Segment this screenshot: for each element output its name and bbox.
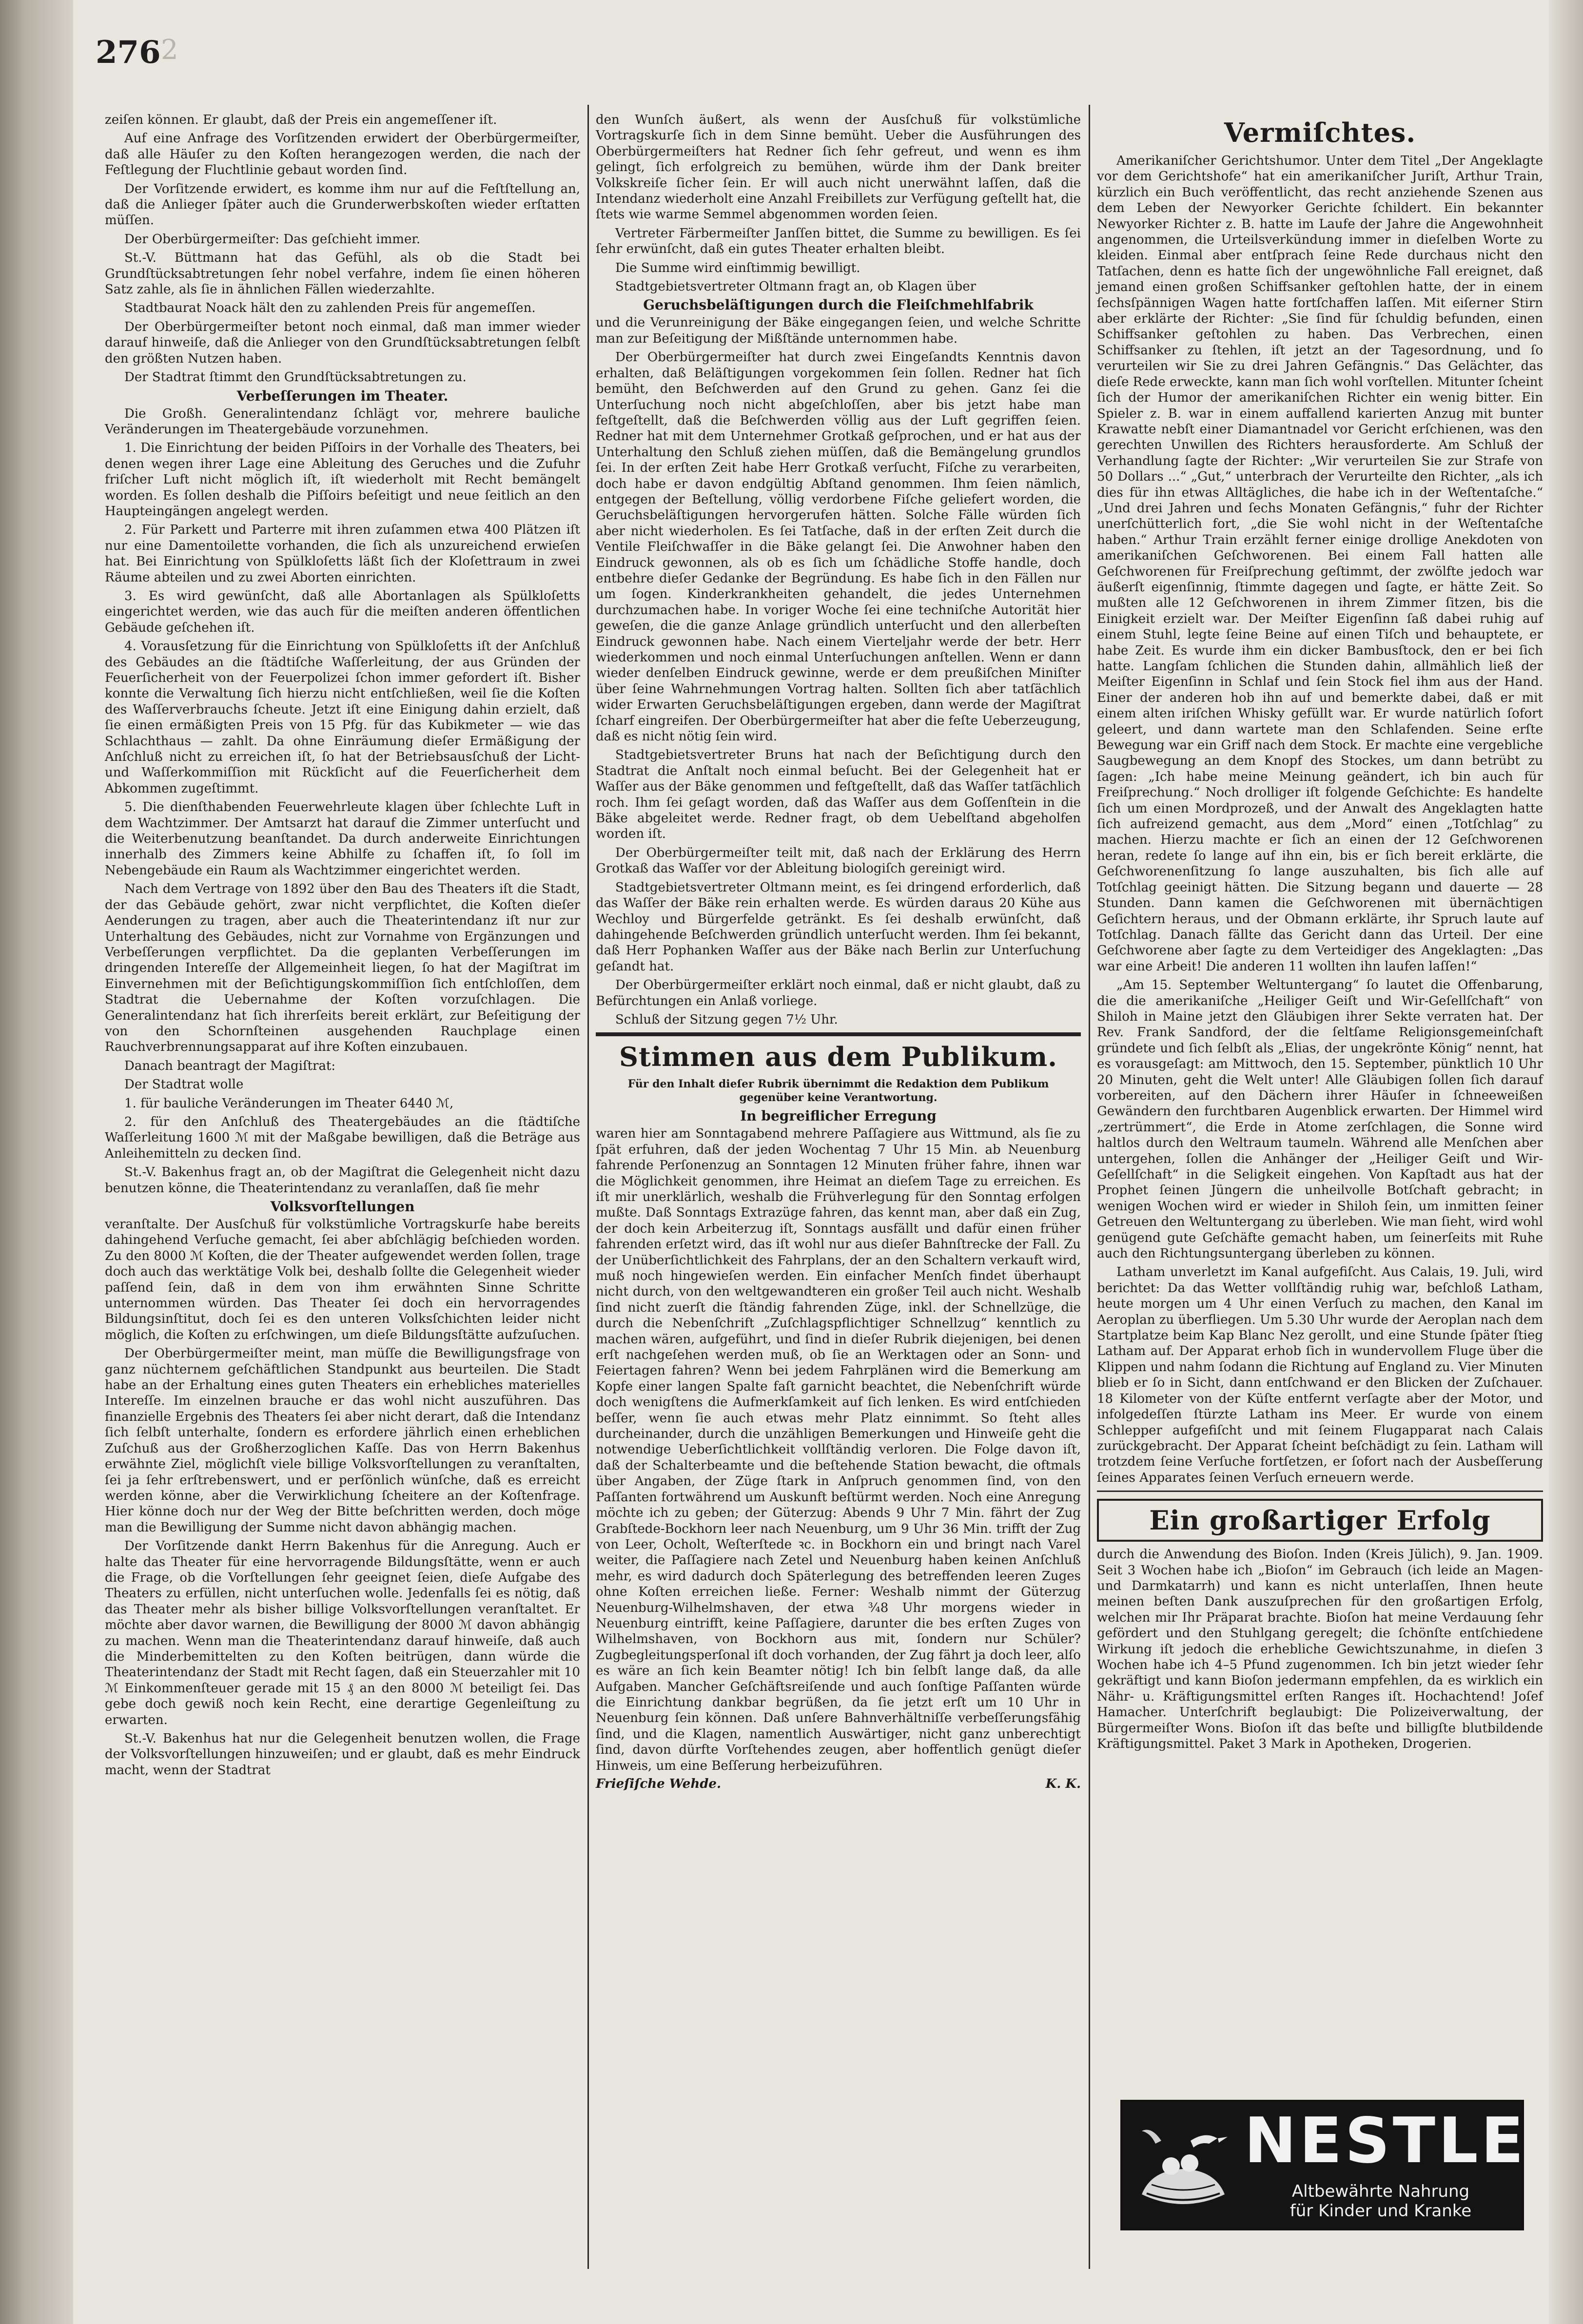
paragraph: waren hier am Sonntagabend mehrere Paſſagiere aus Wittmund, als ſie zu ſpät erfuhren, daß der jeden Wochentag 7 Uhr 15 Min. ab Neuenburg fahrende Perſonenzug an Sonntagen 12 Minuten früher fahre, ihnen war die Möglichkeit genommen, ihre Heimat an dieſem Tage zu erreichen. Es iſt mir unerklärlich, weshalb die Frühverlegung für den Sonntag erfolgen mußte. Daß Sonntags Extrazüge fahren, das kennt man, aber daß ein Zug, der doch kein Arbeiterzug iſt, Sonntags ausfällt und dafür einen früher fahrenden erſetzt wird, das iſt wohl nur aus dieſer Bahnſtrecke der Fall. Zu der Unüberſichtlichkeit des Fahrplans, der an den Schaltern verkauft wird, muß noch hingewieſen werden. Ein einfacher Menſch findet überhaupt nicht durch, von den weltgewandteren ein großer Teil auch nicht. Weshalb ſind nicht zuerſt die ſtändig fahrenden Züge, inkl. der Schnellzüge, die durch die Nebenſchrift „Zuſchlagspflichtiger Schnellzug“ kenntlich zu machen wären, aufgeführt, und ſind in dieſer Rubrik diejenigen, bei denen erſt nachgeſehen werden muß, ob ſie an Werktagen oder an Sonn- und Feiertagen fahren? Wenn bei jedem Fahrplänen wird die Bemerkung am Kopfe einer langen Spalte faſt garnicht beachtet, die Nebenſchrift würde doch wenigſtens die Aufmerkſamkeit auf ſich lenken. Es wird entſchieden beſſer, wenn ſie auch etwas mehr Platz einnimmt. So ſteht alles durcheinander, durch die unzähligen Bemerkungen und Hinweiſe geht die notwendige Ueberſichtlichkeit vollſtändig verloren. Die Folge davon iſt, daß der Schalterbeamte und die beſtehende Station bewacht, die oftmals über Angaben, der Züge ſtark in Anſpruch genommen ſind, von den Paſſanten fortwährend um Auskunft beſtürmt werden. Noch eine Anregung möchte ich zu geben; der Güterzug: Abends 9 Uhr 7 Min. fährt der Zug Grabſtede-Bockhorn leer nach Neuenburg, um 9 Uhr 36 Min. trifft der Zug von Leer, Ocholt, Weſterſtede ꝛc. in Bockhorn ein und bringt nach Varel weiter, die Paſſagiere nach Zetel und Neuenburg haben keinen Anſchluß mehr, es wird dadurch doch Späterlegung des betreffenden leeren Zuges ohne Koſten erreichen ließe. Ferner: Weshalb nimmt der Güterzug Neuenburg-Wilhelmshaven, der etwa ¾8 Uhr morgens wieder in Neuenburg eintrifft, keine Paſſagiere, darunter die bes erſten Zuges von Wilhelmshaven, von Bockhorn aus mit, ſondern nur Schüler? Zugbegleitungsperſonal iſt doch vorhanden, der Zug fährt ja doch leer, alſo es wäre an ſich kein Beamter nötig! Ich bin ſelbſt lange daß, da alle Aufgaben. Mancher Geſchäftsreiſende und auch ſonſtige Paſſanten würde die Einrichtung dankbar begrüßen, da ſie jetzt erſt um 10 Uhr in Neuenburg ſein können. Daß unſere Bahnverhältniſſe verbeſſerungsfähig ſind, und die Klagen, namentlich Auswärtiger, nicht ganz unberechtigt ſind, davon dürfte Vorſtehendes zeugen, aber hoffentlich genügt dieſer Hinweis, um eine Beſſerung herbeizuführen. bbox=[596, 1126, 1081, 1773]
horizontal-rule bbox=[1097, 1491, 1543, 1492]
paragraph: Der Oberbürgermeiſter: Das geſchieht immer. bbox=[124, 232, 421, 247]
paragraph: 1. für bauliche Veränderungen im Theater 6440 ℳ, bbox=[124, 1096, 454, 1111]
paragraph: Vertreter Färbermeiſter Janſſen bittet, die Summe zu bewilligen. Es ſei ſehr erwünſcht, daß ein gutes Theater erhalten bleibt. bbox=[596, 226, 1081, 257]
bird-nest-icon bbox=[1132, 2111, 1234, 2219]
nestle-advertisement bbox=[1120, 2100, 1527, 2230]
page-number: 276 bbox=[96, 34, 161, 71]
section-heading: Geruchsbeläſtigungen durch die Fleiſchmehlfabrik bbox=[643, 297, 1034, 313]
paragraph: 2. Für Parkett und Parterre mit ihren zuſammen etwa 400 Plätzen iſt nur eine Damentoilette vorhanden, die ſich als unzureichend erwieſen hat. Bei Einrichtung von Spülkloſetts läßt ſich der Kloſettraum in zwei Räume abteilen und zu zwei Aborten einrichten. bbox=[105, 523, 580, 585]
nestle-tagline-2: für Kinder und Kranke bbox=[1290, 2201, 1472, 2221]
column-2 bbox=[596, 112, 1081, 1791]
column-headline: Stimmen aus dem Publikum. bbox=[619, 1041, 1057, 1073]
ad-headline-frame bbox=[1097, 1499, 1543, 1542]
paragraph: zeiſen können. Er glaubt, daß der Preis ein angemeſſener iſt. bbox=[105, 113, 497, 127]
paragraph: Latham unverletzt im Kanal aufgefiſcht. Aus Calais, 19. Juli, wird berichtet: Da das Wetter vollſtändig ruhig war, beſchloß Latham, heute morgen um 4 Uhr einen Verſuch zu machen, den Kanal im Aeroplan zu überfliegen. Um 5.30 Uhr wurde der Aeroplan nach dem Startplatze beim Kap Blanc Nez gerollt, und eine Stunde ſpäter ſtieg Latham auf. Der Apparat erhob ſich in wundervollem Fluge über die Klippen und nahm ſodann die Richtung auf England zu. Vier Minuten blieb er ſo in Sicht, dann entſchwand er den Blicken der Zuſchauer. 18 Kilometer von der Küſte entfernt verſagte aber der Motor, und infolgedeſſen ſtürzte Latham ins Meer. Er wurde von einem Schlepper aufgefiſcht und mit ſeinem Flugapparat nach Calais zurückgebracht. Der Apparat ſcheint beſchädigt zu ſein. Latham will trotzdem ſeine Verſuche fortſetzen, er ſofort nach der Ausbeſſerung ſeines Apparates ſeinen Verſuch erneuern werde. bbox=[1097, 1265, 1543, 1485]
page-binding bbox=[0, 0, 73, 2324]
paragraph: „Am 15. September Weltuntergang“ ſo lautet die Offenbarung, die die amerikaniſche „Heiliger Geiſt und Wir-Geſellſchaft“ von Shiloh in Maine jetzt den Gläubigen ihrer Sekte verraten hat. Der Rev. Frank Sandford, der die ſeltſame Religionsgemeinſchaft gründete und ſich ſelbſt als „Elias, der ungekrönte König“ nennt, hat es vorausgeſagt: am Mittwoch, den 15. September, pünktlich 10 Uhr 20 Minuten, geht die Welt unter! Alle Gläubigen ſollen ſich darauf vorbereiten, auf den Dächern ihrer Häuſer in ſchneeweißen Gewändern den furchtbaren Augenblick erwarten. Der Himmel wird „zertrümmert“, die Erde in Atome zerſchlagen, die Sonne wird haltlos durch den Weltraum taumeln. Während alle Menſchen aber untergehen, ſollen die Anhänger der „Heiliger Geiſt und Wir-Geſellſchaft“ in die Seligkeit eingehen. Von Kapſtadt aus hat der Prophet ſeinen Jüngern die unheilvolle Botſchaft gebracht; in wenigen Wochen wird er wieder in Shiloh ſein, um inmitten ſeiner Getreuen den Weltuntergang zu überleben. Wie man ſieht, wird wohl genügend gute Geſchäfte gemacht haben, um ſeinerſeits mit Ruhe auch den Richtungsuntergang überleben zu können. bbox=[1097, 978, 1543, 1261]
paragraph: Stadtbaurat Noack hält den zu zahlenden Preis für angemeſſen. bbox=[124, 301, 536, 316]
paragraph: 5. Die dienſthabenden Feuerwehrleute klagen über ſchlechte Luft in dem Wachtzimmer. Der Amtsarzt hat darauf die Zimmer unterſucht und die Weiterbenutzung beanſtandet. Da durch anderweite Einrichtungen innerhalb des Zimmers keine Abhilfe zu ſchaffen iſt, ſo ſoll im Nebengebäude ein Raum als Wachtzimmer eingerichtet werden. bbox=[105, 800, 580, 878]
column-rule-1 bbox=[587, 105, 589, 2269]
paragraph: und die Verunreinigung der Bäke eingegangen ſeien, und welche Schritte man zur Beſeitigung der Mißſtände unternommen habe. bbox=[596, 315, 1081, 346]
paragraph: Die Summe wird einſtimmig bewilligt. bbox=[615, 260, 860, 275]
paragraph: Der Stadtrat ſtimmt den Grundſtücksabtretungen zu. bbox=[124, 370, 467, 385]
paragraph: Die Großh. Generalintendanz ſchlägt vor, mehrere bauliche Veränderungen im Theatergebäude vorzunehmen. bbox=[105, 406, 580, 437]
paragraph: Der Oberbürgermeiſter betont noch einmal, daß man immer wieder darauf hinweiſe, daß die Anlieger von den Grundſtücksabtretungen ſelbſt den größten Nutzen haben. bbox=[105, 319, 580, 366]
paragraph: Der Oberbürgermeiſter erklärt noch einmal, daß er nicht glaubt, daß zu Befürchtungen ein Anlaß vorliege. bbox=[596, 978, 1081, 1008]
paragraph: Der Oberbürgermeiſter teilt mit, daß nach der Erklärung des Herrn Grotkaß das Waſſer vor der Ableitung biologiſch gereinigt wird. bbox=[596, 845, 1081, 876]
nestle-tagline-1: Altbewährte Nahrung bbox=[1291, 2182, 1470, 2201]
paragraph: Danach beantragt der Magiſtrat: bbox=[124, 1058, 336, 1073]
signature-initials: K. K. bbox=[1045, 1777, 1081, 1791]
section-heading: Volksvorſtellungen bbox=[270, 1199, 415, 1215]
column-headline: Vermiſchtes. bbox=[1224, 117, 1416, 148]
nestle-tagline bbox=[1244, 2182, 1517, 2221]
paragraph: 4. Vorausſetzung für die Einrichtung von Spülkloſetts iſt der Anſchluß des Gebäudes an die ſtädtiſche Waſſerleitung, der aus Gründen der Feuerſicherheit von der Feuerpolizei ſchon immer gefordert iſt. Bisher konnte die Verwaltung ſich hierzu nicht entſchließen, weil ſie die Koſten des Waſſerverbrauchs ſcheute. Jetzt iſt eine Einigung dahin erzielt, daß ſie einen ermäßigten Preis von 15 Pfg. für das Kubikmeter — wie das Schlachthaus — zahlt. Da ohne Einräumung dieſer Ermäßigung der Anſchluß nicht zu erreichen iſt, ſo hat der Betriebsausſchuß der Licht- und Waſſerkommiſſion mit Rückſicht auf die Feuerſicherheit dem Abkommen zugeſtimmt. bbox=[105, 639, 580, 796]
paragraph: St.-V. Büttmann hat das Gefühl, als ob die Stadt bei Grundſtücksabtretungen ſehr nobel verfahre, indem ſie einen höheren Satz zahle, als ſie in ähnlichen Fällen wiederzahlte. bbox=[105, 251, 580, 297]
letter-signature bbox=[596, 1777, 1081, 1791]
paragraph: St.-V. Bakenhus hat nur die Gelegenheit benutzen wollen, die Frage der Volksvorſtellungen hinzuweiſen; und er glaubt, daß es mehr Eindruck macht, wenn der Stadtrat bbox=[105, 1731, 580, 1778]
paragraph: Stadtgebietsvertreter Oltmann meint, es ſei dringend erforderlich, daß das Waſſer der Bäke rein erhalten werde. Es würden daraus 20 Kühe aus Wechloy und Bürgerfelde getränkt. Es ſei deshalb erwünſcht, daß dahingehende Beſchwerden gründlich unterſucht werden. Ihm ſei bekannt, daß Herr Pophanken Waſſer aus der Bäke nach Berlin zur Unterſuchung geſandt hat. bbox=[596, 880, 1081, 974]
horizontal-rule bbox=[596, 1032, 1081, 1036]
paragraph: Auf eine Anfrage des Vorſitzenden erwidert der Oberbürgermeiſter, daß alle Häuſer zu den Koſten herangezogen werden, die nach der Feſtlegung der Fluchtlinie gebaut worden ſind. bbox=[105, 131, 580, 178]
paragraph: Stadtgebietsvertreter Bruns hat nach der Beſichtigung durch den Stadtrat die Anſtalt noch einmal beſucht. Bei der Gelegenheit hat er Waſſer aus der Bäke genommen und feſtgeſtellt, daß das Waſſer tatſächlich roch. Ihm ſei geſagt worden, daß das Waſſer aus dem Goſſenſtein in die Bäke abgeleitet werde. Redner fragt, ob dem Uebelſtand abgeholfen worden iſt. bbox=[596, 748, 1081, 842]
paragraph: Der Oberbürgermeiſter hat durch zwei Eingeſandts Kenntnis davon erhalten, daß Beläſtigungen vorgekommen ſein ſollen. Redner hat ſich bemüht, den Beſchwerden auf den Grund zu gehen. Ganz ſei die Unterſuchung noch nicht abgeſchloſſen, aber bis jetzt habe man feſtgeſtellt, daß die Beſchwerden völlig aus der Luft gegriffen ſeien. Redner hat mit dem Unternehmer Grotkaß geſprochen, und er hat aus der Unterhaltung den Schluß ziehen müſſen, daß die Bemängelung grundlos ſei. In der erſten Zeit habe Herr Grotkaß verſucht, Fiſche zu verarbeiten, doch habe er davon endgültig Abſtand genommen. Ihm ſeien nämlich, entgegen der Beſtellung, völlig verdorbene Fiſche geliefert worden, die Geruchsbeläſtigungen hervorgerufen hätten. Solche Fälle würden ſich aber nicht wiederholen. Es ſei Tatſache, daß in der erſten Zeit durch die Ventile Fleiſchwaſſer in die Bäke gelangt ſei. Die Anwohner haben den Eindruck gewonnen, als ob es ſich um ſchädliche Stoffe handle, doch entbehre dieſer Gedanke der Begründung. Es habe ſich in den Fällen nur um ſogen. Kinderkrankheiten gehandelt, die jedes Unternehmen durchzumachen habe. In voriger Woche ſei eine techniſche Autorität hier geweſen, die die ganze Anlage gründlich unterſucht und den allerbeſten Eindruck gewonnen habe. Nach einem Vierteljahr werde der betr. Herr wiederkommen und noch einmal Unterſuchungen anſtellen. Wenn er dann wieder denſelben Eindruck gewinne, werde er dem preußiſchen Miniſter über ſeine Wahrnehmungen Vortrag halten. Sollten ſich aber tatſächlich wider Erwarten Geruchsbeläſtigungen ergeben, dann werde der Magiſtrat ſcharf eingreifen. Der Oberbürgermeiſter hat aber die feſte Ueberzeugung, daß es nicht nötig ſein wird. bbox=[596, 350, 1081, 744]
paragraph: St.-V. Bakenhus fragt an, ob der Magiſtrat die Gelegenheit nicht dazu benutzen könne, die Theaterintendanz zu veranlaſſen, daß ſie mehr bbox=[105, 1165, 580, 1196]
ad-headline: Ein großartiger Erfolg bbox=[1149, 1505, 1491, 1536]
nestle-brand: NESTLE bbox=[1244, 2105, 1527, 2177]
column-1 bbox=[105, 112, 580, 1781]
paragraph: veranſtalte. Der Ausſchuß für volkstümliche Vortragskurſe habe bereits dahingehend Verſuche gemacht, ſei aber abſchlägig beſchieden worden. Zu den 8000 ℳ Koſten, die der Theater aufgewendet werden ſollen, trage doch auch das werktätige Volk bei, deshalb ſollte die Gelegenheit wieder paſſend ſein, daß in dem von ihm erwähnten Sinne Schritte unternommen würden. Das Theater ſei doch ein hervorragendes Bildungsinſtitut, doch ſei es den unteren Volksſchichten leider nicht möglich, die Koſten zu erſchwingen, um dieſe Bildungsſtätte aufzuſuchen. bbox=[105, 1217, 580, 1342]
column-rule-2 bbox=[1089, 105, 1090, 2269]
paragraph: Der Oberbürgermeiſter meint, man müſſe die Bewilligungsfrage von ganz nüchternem geſchäftlichen Standpunkt aus beurteilen. Die Stadt habe an der Erhaltung eines guten Theaters ein erhebliches materielles Intereſſe. Im einzelnen brauche er das wohl nicht auszuführen. Das finanzielle Ergebnis des Theaters ſei aber nicht derart, daß die Intendanz ſich ſelbſt unterhalte, ſondern es erfordere jährlich einen erheblichen Zuſchuß aus der Großherzoglichen Kaſſe. Das von Herrn Bakenhus erwähnte Ziel, möglichſt viele billige Volksvorſtellungen zu veranſtalten, ſei ja ſehr erſtrebenswert, und er perſönlich wünſche, daß es erreicht werden könne, aber die Verwirklichung ſcheitere an der Koſtenfrage. Hier könne doch nur der Weg der Bitte beſchritten werden, doch möge man die Bewilligung der Summe nicht davon abhängig machen. bbox=[105, 1346, 580, 1535]
column-3 bbox=[1097, 112, 1543, 1755]
paragraph: Amerikaniſcher Gerichtshumor. Unter dem Titel „Der Angeklagte vor dem Gerichtshofe“ hat ein amerikaniſcher Juriſt, Arthur Train, kürzlich ein Buch veröffentlicht, das recht anziehende Szenen aus dem Leben der Newyorker Gerichte ſchildert. Ein bekannter Newyorker Richter z. B. hatte im Laufe der Jahre die Angewohnheit angenommen, die Urteilsverkündung immer in dieſelben Worte zu kleiden. Einmal aber entſprach ſeine Rede durchaus nicht den Tatſachen, denn es hatte ſich der ungewöhnliche Fall ereignet, daß jemand einen großen Schiffsanker geſtohlen hatte, der in einem ſechsſpännigen Wagen hatte fortſchaffen laſſen. Mit eiſerner Stirn aber erklärte der Richter: „Sie ſind für ſchuldig befunden, einen Schiffsanker geſtohlen zu haben. Das Verbrechen, einen Schiffsanker zu ſtehlen, iſt jetzt an der Tagesordnung, und ſo verurteilen wir Sie zu drei Jahren Gefängnis.“ Das Gelächter, das dieſe Rede erweckte, kann man ſich wohl vorſtellen. Mitunter ſcheint ſich der Humor der amerikaniſchen Richter ein wenig bitter. Ein Spieler z. B. war in einem auffallend karierten Anzug mit bunter Krawatte nebſt einer Diamantnadel vor Gericht erſchienen, was den gerechten Unwillen des Richters herausforderte. Am Schluß der Verhandlung ſagte der Richter: „Wir verurteilen Sie zur Strafe von 50 Dollars ...“ „Gut,“ unterbrach der Verurteilte den Richter, „als ich dies für ihn etwas Alltägliches, die habe ich in der Weſtentaſche.“ „Und drei Jahren und ſechs Monaten Gefängnis,“ fuhr der Richter unerſchütterlich fort, „die Sie wohl nicht in der Weſtentaſche haben.“ Arthur Train erzählt ferner einige drollige Anekdoten von amerikaniſchen Geſchworenen. Bei einem Fall hatten alle Geſchworenen für Freiſprechung geſtimmt, der zwölfte jedoch war äußerſt eigenſinnig, ſtimmte dagegen und ſagte, er hätte Zeit. So mußten alle 12 Geſchworenen in ihrem Zimmer ſitzen, bis die Einigkeit erzielt war. Der Meiſter Eigenſinn ſaß dabei ruhig auf einem Stuhl, legte ſeine Beine auf einen Tiſch und behauptete, er habe Zeit. Es wurde ihm ein dicker Bambusſtock, den er bei ſich hatte. Langſam ſchlichen die Stunden dahin, allmählich ließ der Meiſter Eigenſinn in Schlaf und ſein Stock fiel ihm aus der Hand. Einer der anderen hob ihn auf und bemerkte dabei, daß er mit einem alten iriſchen Whisky gefüllt war. Er wurde natürlich ſofort geleert, und dann wartete man den Schlafenden. Seine erſte Bewegung war ein Griff nach dem Stock. Er machte eine vergebliche Saugbewegung an dem Knopf des Stockes, um dann betrübt zu ſagen: „Ich habe meine Meinung geändert, ich bin auch für Freiſprechung.“ Noch drolliger iſt folgende Geſchichte: Es handelte ſich um einen Mordprozeß, und der Anwalt des Angeklagten hatte ſich aufreizend gemacht, aus dem „Mord“ einen „Totſchlag“ zu machen. Hierzu machte er ſich an einen der 12 Geſchworenen heran, redete ſo lange auf ihn ein, bis er ſich bereit erklärte, die Geſchworenenſitzung ſo lange auszuhalten, bis ſich alle auf Totſchlag geeinigt hätten. Die Sitzung begann und dauerte — 28 Stunden. Dann kamen die Geſchworenen mit übernächtigen Geſichtern heraus, und der Obmann erklärte, ihr Spruch laute auf Totſchlag. Danach fällte das Gericht dann das Urteil. Der eine Geſchworene aber ſagte zu dem Verteidiger des Angeklagten: „Das war eine Arbeit! Die anderen 11 wollten ihn laufen laſſen!“ bbox=[1097, 154, 1543, 974]
paragraph: 2. für den Anſchluß des Theatergebäudes an die ſtädtiſche Waſſerleitung 1600 ℳ mit der Maßgabe bewilligen, daß die Beträge aus Anleihemitteln zu decken ſind. bbox=[105, 1114, 580, 1161]
section-heading: In begreiflicher Erregung bbox=[740, 1108, 937, 1124]
paragraph: Der Vorſitzende erwidert, es komme ihm nur auf die Feſtſtellung an, daß die Anlieger ſpäter auch die Grunderwerbskoſten wieder erſtatten müſſen. bbox=[105, 181, 580, 228]
page-edge bbox=[1549, 0, 1583, 2324]
paragraph: Der Vorſitzende dankt Herrn Bakenhus für die Anregung. Auch er halte das Theater für eine hervorragende Bildungsſtätte, wenn er auch die Frage, ob die Vorſtellungen ſehr geeignet ſeien, dieſe Aufgabe des Theaters zu erfüllen, nicht unterſuchen wolle. Jedenfalls ſei es nötig, daß das Theater mehr als bisher billige Volksvorſtellungen veranſtaltet. Er möchte aber davor warnen, die Bewilligung der 8000 ℳ davon abhängig zu machen. Wenn man die Theaterintendanz darauf hinweiſe, daß auch die Minderbemittelten zu den Koſten beitrügen, dann würde die Theaterintendanz der Stadt mit Recht ſagen, daß ein Steuerzahler mit 10 ℳ Einkommenſteuer gerade mit 15 ₰ an den 8000 ℳ beteiligt ſei. Das gebe doch gewiß noch kein Recht, eine derartige Gegenleiſtung zu erwarten. bbox=[105, 1539, 580, 1727]
paragraph: Schluß der Sitzung gegen 7½ Uhr. bbox=[615, 1012, 838, 1027]
paragraph: Der Stadtrat wolle bbox=[124, 1077, 244, 1092]
paragraph: den Wunſch äußert, als wenn der Ausſchuß für volkstümliche Vortragskurſe ſich in dem Sinne bemüht. Ueber die Ausführungen des Oberbürgermeiſters hat Redner ſich ſehr gefreut, und wenn es ihm gelingt, ſich erfolgreich zu bemühen, würde ihm der Dank breiter Volkskreiſe ſicher ſein. Er will auch nicht unerwähnt laſſen, daß die Intendanz wiederholt eine Anzahl Freibillets zur Verfügung geſtellt hat, die ſtets wie warme Semmel abgenommen worden ſeien. bbox=[596, 113, 1081, 222]
paragraph: Stadtgebietsvertreter Oltmann fragt an, ob Klagen über bbox=[615, 279, 977, 294]
page-number-bleed: 2 bbox=[161, 34, 178, 66]
editorial-note: Für den Inhalt dieſer Rubrik übernimmt die Redaktion dem Publikum gegenüber keine Verantwortung. bbox=[627, 1078, 1049, 1104]
signature-place: Frieſiſche Wehde. bbox=[596, 1777, 721, 1791]
paragraph: Nach dem Vertrage von 1892 über den Bau des Theaters iſt die Stadt, der das Gebäude gehört, zwar nicht verpflichtet, die Koſten dieſer Aenderungen zu tragen, aber auch die Theaterintendanz iſt nur zur Unterhaltung des Gebäudes, nicht zur Vornahme von Ergänzungen und Verbeſſerungen verpflichtet. Da die geplanten Verbeſſerungen im dringenden Intereſſe der Allgemeinheit liegen, ſo hat der Magiſtrat im Einvernehmen mit der Beſichtigungskommiſſion ſich entſchloſſen, dem Stadtrat die Uebernahme der Koſten vorzuſchlagen. Die Generalintendanz hat ſich ihrerſeits bereit erklärt, zur Beſeitigung der von den Schornſteinen ausgehenden Rauchplage einen Rauchverbrennungsapparat auf ihre Koſten einzubauen. bbox=[105, 882, 580, 1055]
paragraph: durch die Anwendung des Bioſon. Inden (Kreis Jülich), 9. Jan. 1909. Seit 3 Wochen habe ich „Bioſon“ im Gebrauch (ich leide an Magen- und Darmkatarrh) und kann es nicht unterlaſſen, Ihnen heute meinen beſten Dank auszuſprechen für den großartigen Erfolg, welchen mir Ihr Präparat brachte. Bioſon hat meine Verdauung ſehr gefördert und den Stuhlgang geregelt; die ſchönſte entſchiedene Wirkung iſt jedoch die erhebliche Gewichtszunahme, in dieſen 3 Wochen habe ich 4–5 Pfund zugenommen. Ich bin jetzt wieder ſehr gekräftigt und kann Bioſon jedermann empfehlen, da es wirklich ein Nähr- u. Kräftigungsmittel erſten Ranges iſt. Hochachtend! Joſef Hamacher. Unterſchrift beglaubigt: Die Polizeiverwaltung, der Bürgermeiſter Wons. Bioſon iſt das beſte und billigſte blutbildende Kräftigungsmittel. Paket 3 Mark in Apotheken, Drogerien. bbox=[1097, 1547, 1543, 1751]
section-heading: Verbeſſerungen im Theater. bbox=[236, 387, 449, 404]
paragraph: 3. Es wird gewünſcht, daß alle Abortanlagen als Spülkloſetts eingerichtet werden, wie das auch für die meiſten anderen öffentlichen Gebäude geſchehen iſt. bbox=[105, 588, 580, 635]
paragraph: 1. Die Einrichtung der beiden Piſſoirs in der Vorhalle des Theaters, bei denen wegen ihrer Lage eine Ableitung des Geruches und die Zufuhr friſcher Luft nicht möglich iſt, iſt wiederholt mit Recht bemängelt worden. Es ſollen deshalb die Piſſoirs beſeitigt und neue ſeitlich an den Haupteingängen angelegt werden. bbox=[105, 441, 580, 519]
